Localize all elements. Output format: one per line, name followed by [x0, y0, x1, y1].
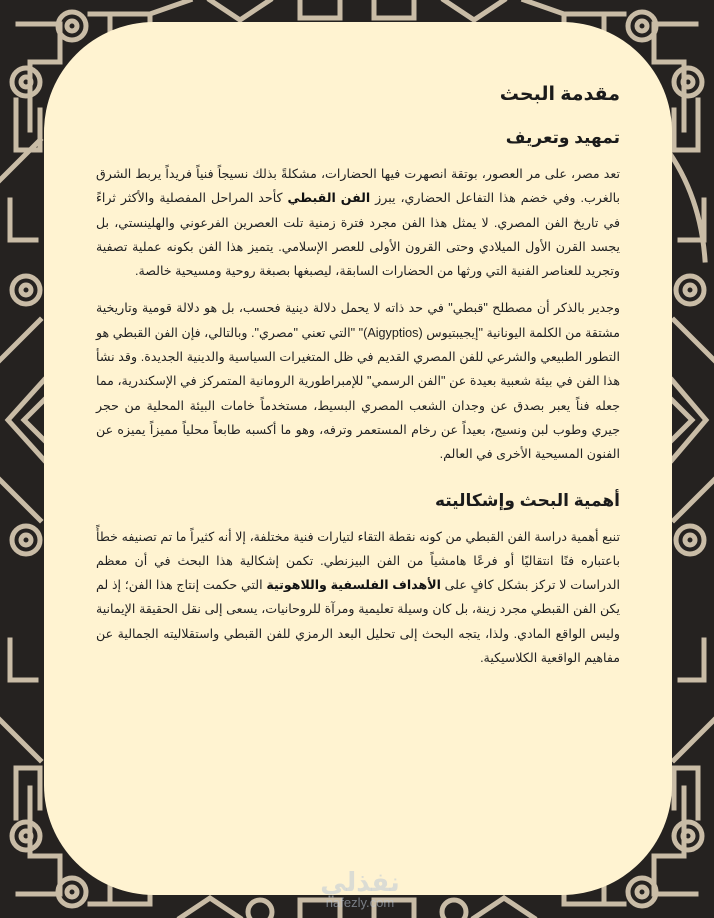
intro-paragraph-1: [96, 162, 620, 283]
text-run: تنبع أهمية دراسة الفن القبطي من كونه نقطة التقاء لتيارات فنية مختلفة، إلا أنه كثيراً ما تم تصنيفه خطأً باعتباره فنًا انتقاليًا أو فرعًا هامشياً من الفن البيزنطي. تكمن إشكالية هذا البحث في أن معظم الدراسات لا تركز بشكل كافٍ على: [96, 529, 620, 593]
page-title: مقدمة البحث: [499, 84, 620, 105]
document-card: [44, 22, 672, 895]
section-heading-importance: أهمية البحث وإشكاليته: [434, 490, 620, 510]
bold-term-goals: الأهداف الفلسفية واللاهوتية: [266, 578, 441, 593]
text-run: كأحد المراحل المفصلية والأكثر ثراءً في تاريخ الفن المصري. لا يمثل هذا الفن مجرد فترة زمنية تلت العصرين الفرعوني والهلينستي، بل يجسد القرن الأول الميلادي وحتى القرون الأولى للعصر الإسلامي. يتميز هذا الفن بكونه عملية تصفية وتجريد للعناصر الفنية التي ورثها من الحضارات السابقة، ليصبغها بصبغة روحية ومسيحية خالصة.: [96, 191, 620, 279]
intro-paragraph-2: وجدير بالذكر أن مصطلح "قبطي" في حد ذاته لا يحمل دلالة دينية فحسب، بل هو دلالة قومية وتاريخية مشتقة من الكلمة اليونانية "إيجيبتيوس (Aigyptios)" "التي تعني "مصري". وبالتالي، فإن الفن القبطي هو التطور الطبيعي والشرعي للفن المصري القديم في ظل المتغيرات السياسية والدينية الجديدة. وقد نشأ هذا الفن في بيئة شعبية بعيدة عن "الفن الرسمي" للإمبراطورية الرومانية المتمركز في الإسكندرية، مما جعله فناً يعبر بصدق عن وجدان الشعب المصري البسيط، مستخدماً خامات البيئة المحلية من حجر جيري وطوب لبن ونسيج، بعيداً عن رخام المستعمر وترفه، وهو ما أكسبه طابعاً محلياً مميزاً يميزه عن الفنون المسيحية الأخرى في العالم.: [96, 301, 620, 462]
watermark-arabic: نفذلي: [320, 867, 400, 897]
bold-term-coptic-art: الفن القبطي: [287, 191, 371, 206]
text-run: التي حكمت إنتاج هذا الفن؛ إذ لم يكن الفن القبطي مجرد زينة، بل كان وسيلة تعليمية ومرآة للروحانيات، يسعى إلى نقل الحقيقة الإيمانية وليس الواقع المادي. ولذا، يتجه البحث إلى تحليل البعد الرمزي للفن القبطي واستقلاليته الجمالية عن مفاهيم الواقعية الكلاسيكية.: [96, 578, 620, 666]
section-heading-intro: تمهيد وتعريف: [505, 128, 620, 147]
importance-paragraph: [96, 525, 620, 671]
text-run: تعد مصر، على مر العصور، بوتقة انصهرت فيها الحضارات، مشكلةً بذلك نسيجاً فنياً فريداً يربط الشرق بالغرب. وفي خضم هذا التفاعل الحضاري، يبرز: [96, 167, 620, 206]
watermark-url: nafezly.com: [325, 895, 395, 910]
